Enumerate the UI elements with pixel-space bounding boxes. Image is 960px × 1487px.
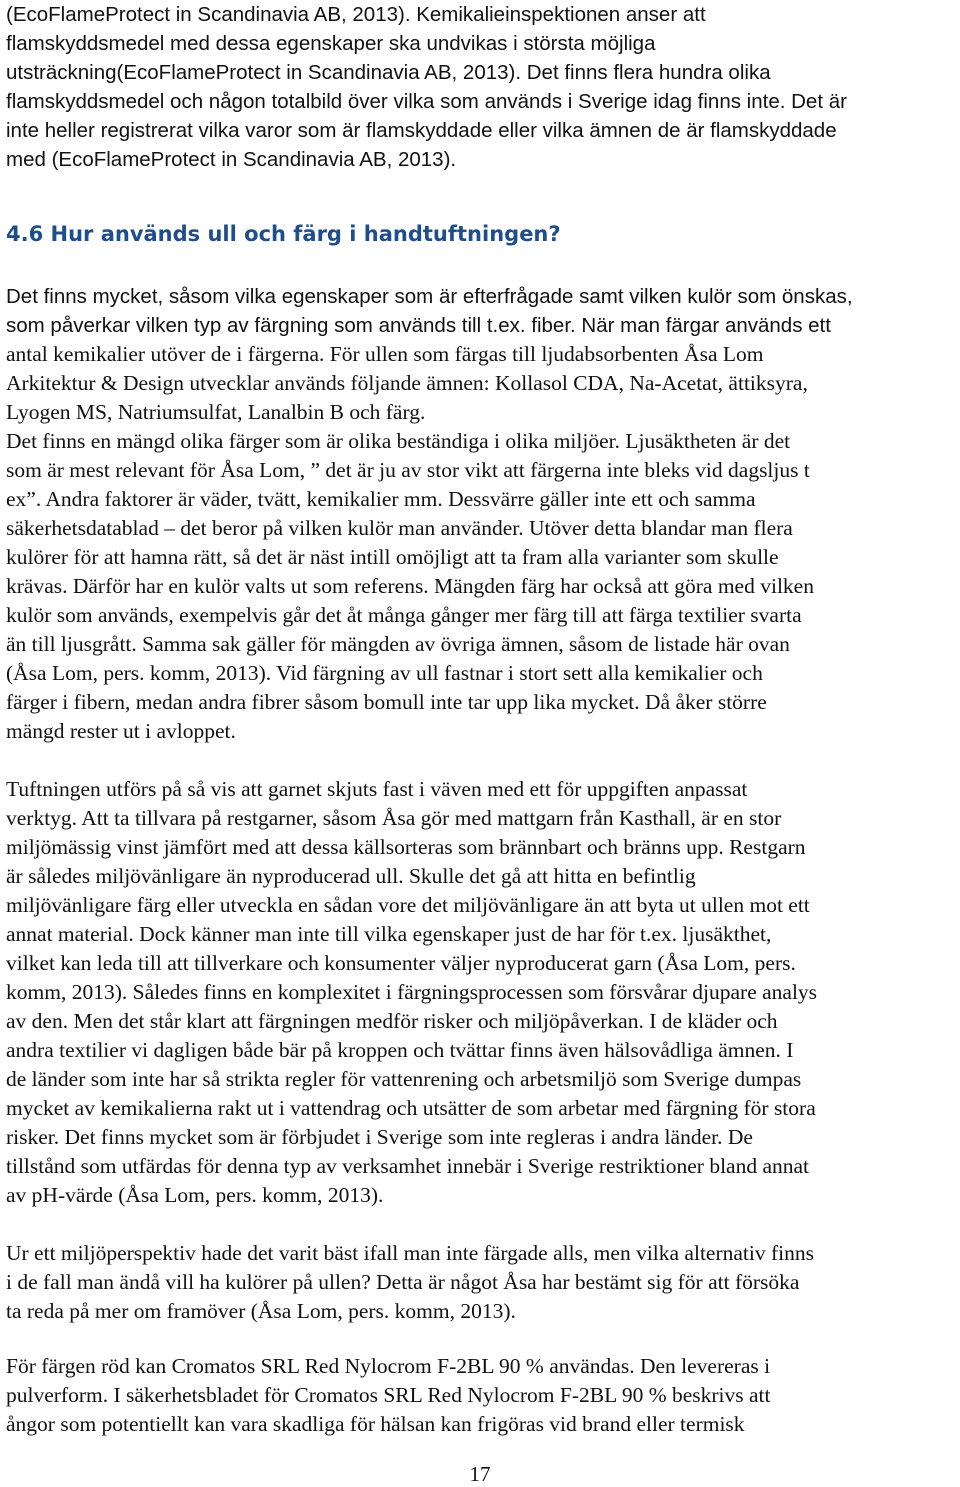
para1-line: Arkitektur & Design utvecklar används följande ämnen: Kollasol CDA, Na-Acetat, ättiksyra,: [6, 371, 808, 395]
intro-line: inte heller registrerat vilka varor som är flamskyddade eller vilka ämnen de är flamskyddade: [6, 119, 837, 142]
para3-line: i de fall man ändå vill ha kulörer på ullen? Detta är något Åsa har bestämt sig för att försöka: [6, 1270, 800, 1294]
para2-line: andra textilier vi dagligen både bär på kroppen och tvättar finns även hälsovådliga ämnen. I: [6, 1038, 794, 1062]
para1-line: mängd rester ut i avloppet.: [6, 719, 236, 743]
para2-line: miljövänligare färg eller utveckla en sådan vore det miljövänligare än att byta ut ullen mot ett: [6, 893, 810, 917]
para1-line: färger i fibern, medan andra fibrer såsom bomull inte tar upp lika mycket. Då åker större: [6, 690, 767, 714]
para1-line: som är mest relevant för Åsa Lom, ” det är ju av stor vikt att färgerna inte bleks vid dagsljus t: [6, 458, 810, 482]
para2-line: annat material. Dock känner man inte till vilka egenskaper just de har för t.ex. ljusäkthet,: [6, 922, 772, 946]
para1-line: kulörer för att hamna rätt, så det är näst intill omöjligt att ta fram alla varianter som skulle: [6, 545, 779, 569]
para2-line: verktyg. Att ta tillvara på restgarner, såsom Åsa gör med mattgarn från Kasthall, är en stor: [6, 806, 782, 830]
para2-line: är således miljövänligare än nyproducerad ull. Skulle det gå att hitta en befintlig: [6, 864, 696, 888]
intro-line: (EcoFlameProtect in Scandinavia AB, 2013). Kemikalieinspektionen anser att: [6, 3, 706, 26]
page-number: 17: [469, 1462, 491, 1486]
para1-line: Det finns mycket, såsom vilka egenskaper som är efterfrågade samt vilken kulör som önskas,: [6, 285, 853, 308]
para1-line: Lyogen MS, Natriumsulfat, Lanalbin B och färg.: [6, 400, 426, 424]
para3-line: ta reda på mer om framöver (Åsa Lom, pers. komm, 2013).: [6, 1299, 516, 1323]
para2-line: vilket kan leda till att tillverkare och konsumenter väljer nyproducerat garn (Åsa Lom, pers.: [6, 951, 796, 975]
intro-line: med (EcoFlameProtect in Scandinavia AB, 2013).: [6, 148, 457, 171]
para1-line: än till ljusgrått. Samma sak gäller för mängden av övriga ämnen, såsom de listade här ovan: [6, 632, 790, 656]
para4-line: pulverform. I säkerhetsbladet för Cromatos SRL Red Nylocrom F-2BL 90 % beskrivs att: [6, 1383, 771, 1407]
para2-line: mycket av kemikalierna rakt ut i vattendrag och utsätter de som arbetar med färgning för stora: [6, 1096, 816, 1120]
section-heading: 4.6 Hur används ull och färg i handtuftningen?: [6, 222, 561, 246]
para1-line: antal kemikalier utöver de i färgerna. För ullen som färgas till ljudabsorbenten Åsa Lom: [6, 342, 764, 366]
para2-line: Tuftningen utförs på så vis att garnet skjuts fast i väven med ett för uppgiften anpassat: [6, 777, 748, 801]
para2-line: miljömässig vinst jämfört med att dessa källsorteras som brännbart och bränns upp. Restgarn: [6, 835, 806, 859]
para1-line: kulör som används, exempelvis går det åt många gånger mer färg till att färga textilier svarta: [6, 603, 802, 627]
para1-line: Det finns en mängd olika färger som är olika beständiga i olika miljöer. Ljusäktheten är det: [6, 429, 791, 453]
para1-line: (Åsa Lom, pers. komm, 2013). Vid färgning av ull fastnar i stort sett alla kemikalier och: [6, 661, 763, 685]
para2-line: tillstånd som utfärdas för denna typ av verksamhet innebär i Sverige restriktioner bland annat: [6, 1154, 810, 1178]
para4-line: För färgen röd kan Cromatos SRL Red Nylocrom F-2BL 90 % användas. Den levereras i: [6, 1354, 771, 1378]
intro-line: flamskyddsmedel med dessa egenskaper ska undvikas i största möjliga: [6, 32, 656, 55]
para2-line: av pH-värde (Åsa Lom, pers. komm, 2013).: [6, 1183, 384, 1207]
para4-line: ångor som potentiellt kan vara skadliga för hälsan kan frigöras vid brand eller termisk: [6, 1412, 745, 1436]
intro-line: utsträckning(EcoFlameProtect in Scandinavia AB, 2013). Det finns flera hundra olika: [6, 61, 771, 84]
para2-line: risker. Det finns mycket som är förbjudet i Sverige som inte regleras i andra länder. De: [6, 1125, 753, 1149]
para3-line: Ur ett miljöperspektiv hade det varit bäst ifall man inte färgade alls, men vilka alternativ finns: [6, 1241, 814, 1265]
para1-line: ex”. Andra faktorer är väder, tvätt, kemikalier mm. Dessvärre gäller inte ett och samma: [6, 487, 756, 511]
para1-line: som påverkar vilken typ av färgning som används till t.ex. fiber. När man färgar används ett: [6, 314, 831, 337]
para1-line: krävas. Därför har en kulör valts ut som referens. Mängden färg har också att göra med vilken: [6, 574, 814, 598]
intro-line: flamskyddsmedel och någon totalbild över vilka som används i Sverige idag finns inte. Det är: [6, 90, 847, 113]
para2-line: komm, 2013). Således finns en komplexitet i färgningsprocessen som försvårar djupare analys: [6, 980, 818, 1004]
para2-line: de länder som inte har så strikta regler för vattenrening och arbetsmiljö som Sverige dumpas: [6, 1067, 802, 1091]
para2-line: av den. Men det står klart att färgningen medför risker och miljöpåverkan. I de kläder och: [6, 1009, 778, 1033]
para1-line: säkerhetsdatablad – det beror på vilken kulör man använder. Utöver detta blandar man flera: [6, 516, 793, 540]
